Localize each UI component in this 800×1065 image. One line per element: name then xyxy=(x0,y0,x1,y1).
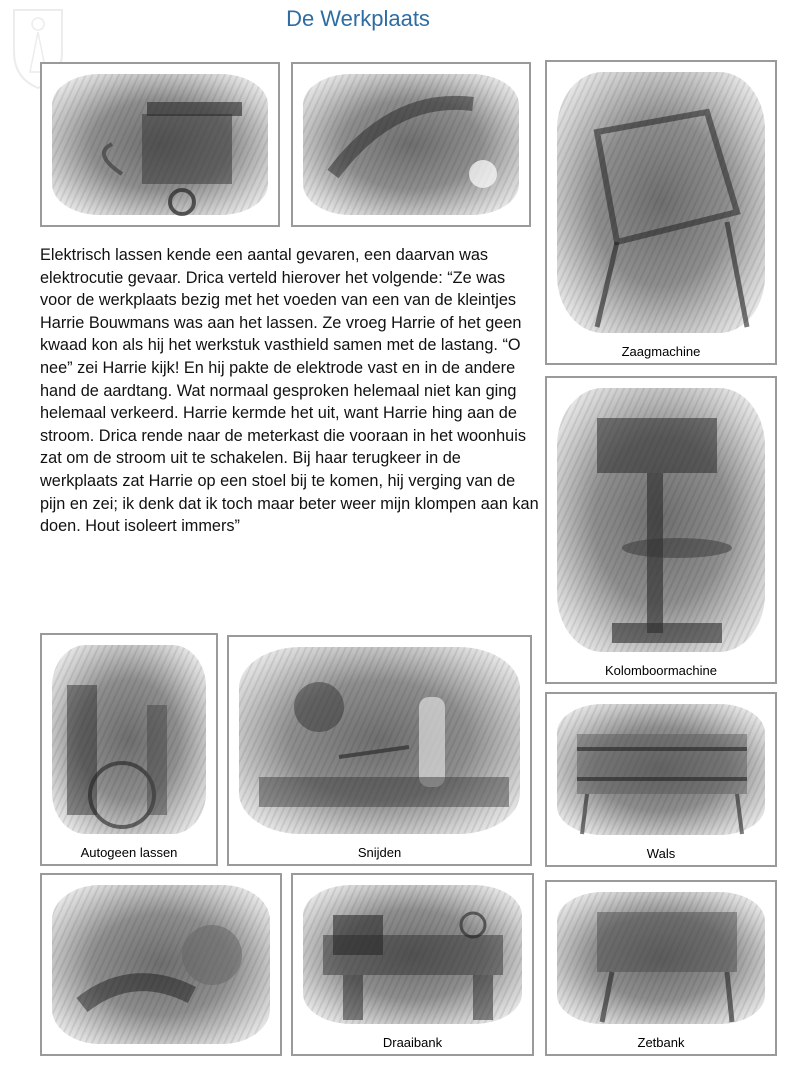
caption-snijden: Snijden xyxy=(357,845,402,860)
photo-zaagmachine xyxy=(545,60,777,365)
page-title: De Werkplaats xyxy=(286,6,430,31)
photo-wals xyxy=(545,692,777,867)
caption-autogeen-lassen: Autogeen lassen xyxy=(80,845,178,860)
photo-welding-cart xyxy=(40,62,280,227)
photo-snijden xyxy=(227,635,532,866)
photo-autogeen-lassen xyxy=(40,633,218,866)
caption-kolomboormachine: Kolomboormachine xyxy=(604,663,717,678)
caption-wals: Wals xyxy=(646,846,676,861)
photo-draaibank xyxy=(291,873,534,1056)
caption-zetbank: Zetbank xyxy=(637,1035,685,1050)
body-paragraph: Elektrisch lassen kende een aantal gevaren, een daarvan was elektrocutie gevaar. Drica verteld hierover het volgende: “Ze was voor de werkplaats bezig met het voeden van een van de kleintjes Harrie Bouwmans was aan het lassen. Ze vroeg Harrie of het geen kwaad kon als hij het werkstuk vasthield samen met de lastang. “O nee” zei Harrie kijk! En hij pakte de elektrode vast en in de andere hand de aardtang. Wat normaal gesproken helemaal niet kan ging helemaal verkeerd. Harrie kermde het uit, want Harrie hing aan de stroom. Drica rende naar de meterkast die vooraan in het woonhuis zat om de stroom uit te schakelen. Bij haar terugkeer in de werkplaats zat Harrie op een stoel bij te komen, hij verging van de pijn en zei; ik denk dat ik toch maar beter weer mijn klompen aan kan doen. Hout isoleert immers” xyxy=(40,246,539,536)
photo-lathe-closeup xyxy=(40,873,282,1056)
caption-draaibank: Draaibank xyxy=(382,1035,443,1050)
photo-welding-closeup xyxy=(291,62,531,227)
photo-zetbank xyxy=(545,880,777,1056)
photo-kolomboormachine xyxy=(545,376,777,684)
body-text xyxy=(40,244,540,538)
caption-zaagmachine: Zaagmachine xyxy=(621,344,701,359)
